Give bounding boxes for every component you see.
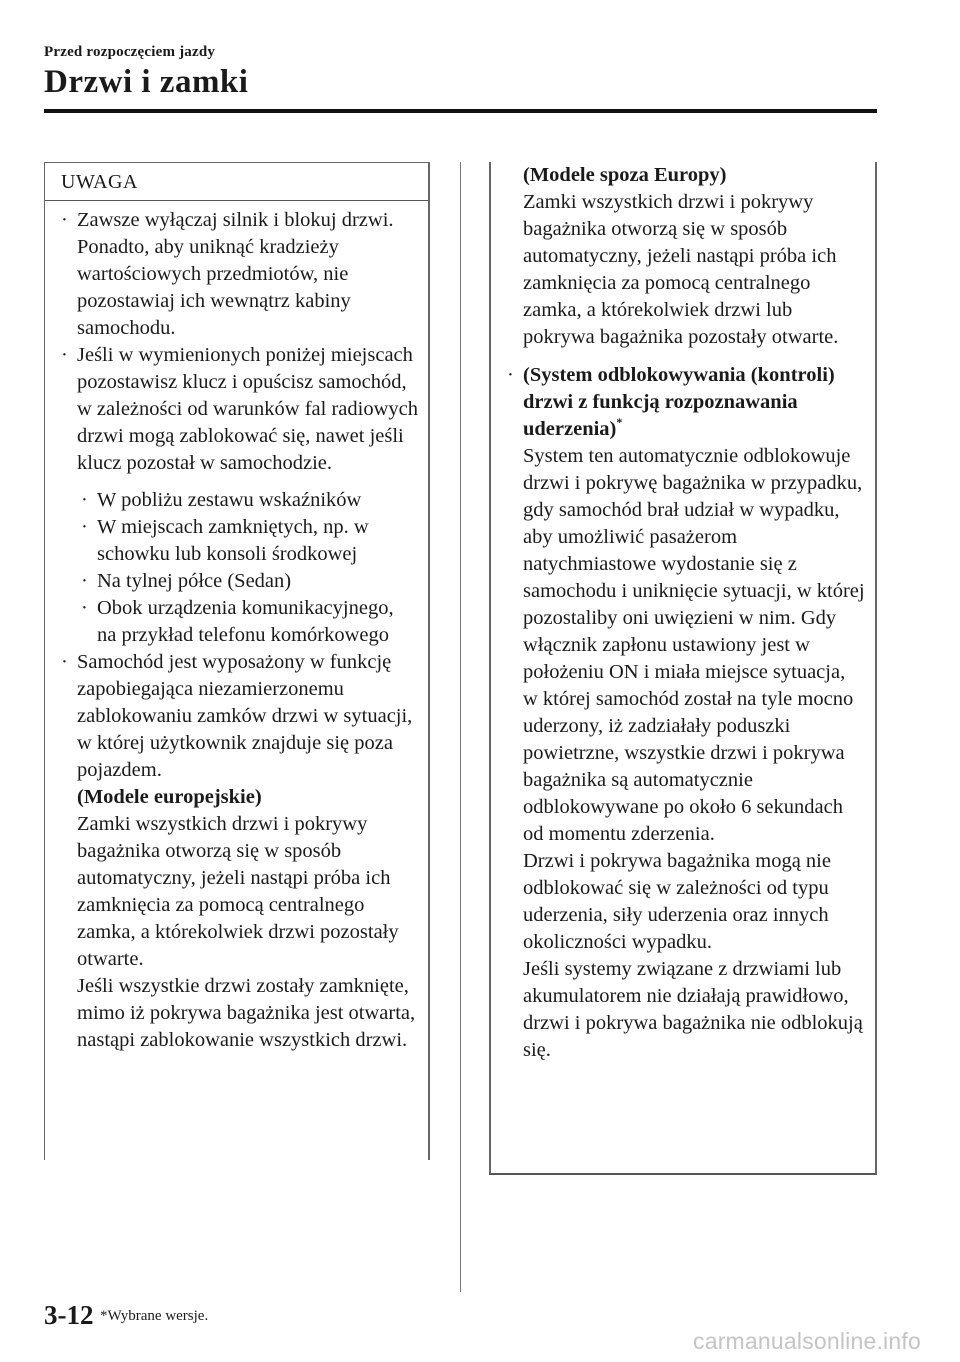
location-item	[79, 514, 418, 568]
page-title: Drzwi i zamki	[44, 64, 249, 100]
location-list	[59, 487, 418, 649]
warning-item	[505, 362, 865, 1064]
bullet-icon: ·	[81, 597, 88, 619]
bullet-icon: ·	[81, 570, 88, 592]
location-item-text: Na tylnej półce (Sedan)	[97, 570, 292, 592]
non-european-models-heading: (Modele spoza Europy)	[523, 164, 727, 186]
non-european-models-text: Zamki wszystkich drzwi i pokrywy bagażnika otworzą się w sposób automatyczny, jeżeli nastąpi próba ich zamknięcia za pomocą centralnego zamka, a którekolwiek drzwi lub pokrywa bagażnika pozostały otwarte.	[523, 191, 839, 348]
warning-item	[59, 207, 418, 342]
watermark: carmanualsonline.info	[693, 1328, 921, 1354]
optional-equipment-asterisk: *	[616, 415, 623, 429]
bullet-icon: ·	[61, 651, 68, 673]
warning-box	[44, 162, 430, 1160]
warning-body	[45, 201, 428, 1054]
column-divider	[460, 162, 461, 1292]
warning-heading: UWAGA	[45, 163, 428, 201]
warning-item-text: Samochód jest wyposażony w funkcję zapobiegająca niezamierzonemu zablokowaniu zamków drzwi w sytuacji, w której użytkownik znajduje się poza pojazdem.	[77, 651, 413, 781]
warning-body-continued	[491, 162, 875, 1064]
bullet-icon: ·	[61, 344, 68, 366]
location-item	[79, 595, 418, 649]
warning-item	[59, 342, 418, 477]
bullet-icon: ·	[81, 516, 88, 538]
section-label: Przed rozpoczęciem jazdy	[44, 44, 216, 60]
european-models-heading: (Modele europejskie)	[77, 786, 262, 808]
non-european-block	[505, 162, 865, 351]
impact-unlock-text: Drzwi i pokrywa bagażnika mogą nie odblokować się w zależności od typu uderzenia, siły uderzenia oraz innych okoliczności wypadku.	[523, 850, 831, 953]
title-rule	[44, 109, 877, 113]
european-models-note: Jeśli wszystkie drzwi zostały zamknięte, mimo iż pokrywa bagażnika jest otwarta, nastąpi zablokowanie wszystkich drzwi.	[77, 975, 416, 1051]
location-item-text: Obok urządzenia komunikacyjnego, na przykład telefonu komórkowego	[97, 597, 394, 646]
location-item-text: W miejscach zamkniętych, np. w schowku lub konsoli środkowej	[97, 516, 369, 565]
bullet-icon: ·	[507, 364, 514, 386]
warning-box-continued	[489, 162, 877, 1175]
impact-unlock-heading: (System odblokowywania (kontroli) drzwi z funkcją rozpoznawania uderzenia)*	[523, 364, 835, 440]
footnote: *Wybrane wersje.	[100, 1308, 209, 1324]
location-item	[79, 487, 418, 514]
bullet-icon: ·	[81, 489, 88, 511]
european-models-text: Zamki wszystkich drzwi i pokrywy bagażnika otworzą się w sposób automatyczny, jeżeli nastąpi próba ich zamknięcia za pomocą centralnego zamka, a którekolwiek drzwi pozostały otwarte.	[77, 813, 399, 970]
impact-unlock-text: Jeśli systemy związane z drzwiami lub akumulatorem nie działają prawidłowo, drzwi i pokrywa bagażnika nie odblokują się.	[523, 958, 863, 1061]
warning-item-text: Jeśli w wymienionych poniżej miejscach pozostawisz klucz i opuścisz samochód, w zależności od warunków fal radiowych drzwi mogą zablokować się, nawet jeśli klucz pozostał w samochodzie.	[77, 344, 418, 474]
impact-unlock-text: System ten automatycznie odblokowuje drzwi i pokrywę bagażnika w przypadku, gdy samochód brał udział w wypadku, aby umożliwić pasażerom natychmiastowe wydostanie się z samochodu i uniknięcie sytuacji, w której pozostaliby oni uwięzieni w nim. Gdy włącznik zapłonu ustawiony jest w położeniu ON i miała miejsce sytuacja, w której samochód został na tyle mocno uderzony, iż zadziałały poduszki powietrzne, wszystkie drzwi i pokrywa bagażnika są automatycznie odblokowywane po około 6 sekundach od momentu zderzenia.	[523, 445, 865, 845]
location-item-text: W pobliżu zestawu wskaźników	[97, 489, 362, 511]
warning-item	[59, 649, 418, 1054]
location-item	[79, 568, 418, 595]
page-number: 3-12	[44, 1300, 94, 1330]
warning-item-text: Zawsze wyłączaj silnik i blokuj drzwi. Ponadto, aby uniknąć kradzieży wartościowych przedmiotów, nie pozostawiaj ich wewnątrz kabiny samochodu.	[77, 209, 394, 339]
bullet-icon: ·	[61, 209, 68, 231]
